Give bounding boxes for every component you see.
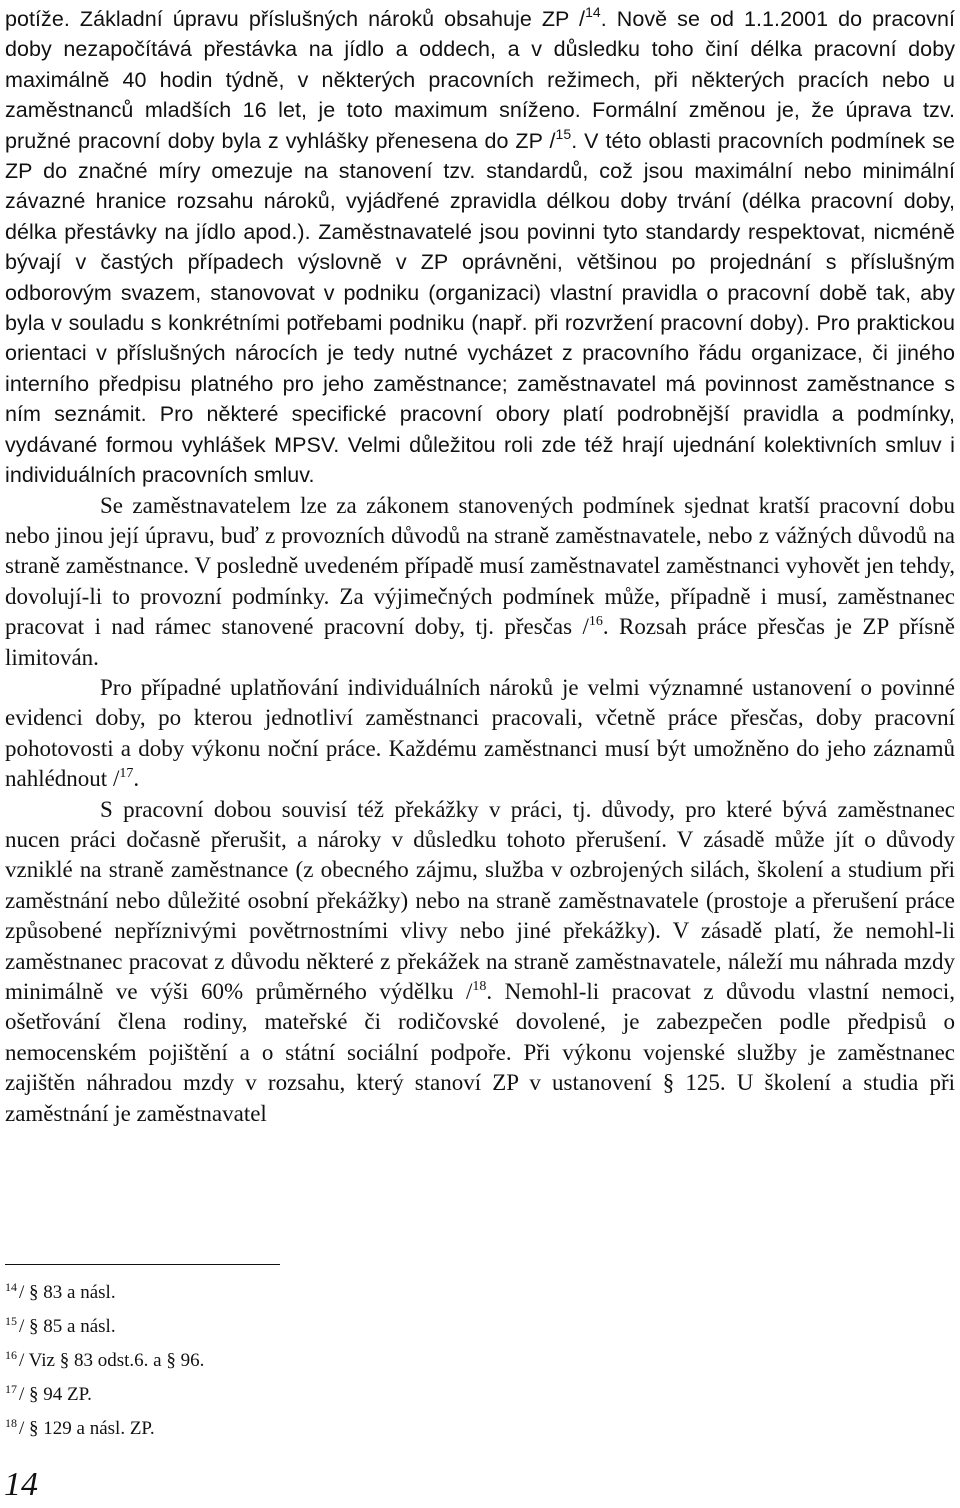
footnote-number: 15 — [5, 1314, 17, 1328]
paragraph-1: potíže. Základní úpravu příslušných nároků obsahuje ZP /$^{14}$. Nově se od 1.1.2001 do pracovní doby nezapočítává přestávka na jídlo a oddech, a v důsledku toho činí délka pracovní doby maximálně 40 hodin týdně, v některých pracovních režimech, při některých pracích nebo u zaměstnanců mladších 16 let, je toto maximum sníženo. Formální změnou je, že úprava tzv. pružné pracovní doby byla z vyhlášky přenesena do ZP /$^{15}$. V této oblasti pracovních podmínek se ZP do značné míry omezuje na stanovení tzv. standardů, což jsou maximální nebo minimální závazné hranice rozsahu nároků, vyjádřené zpravidla délkou doby trvání (délka pracovní doby, délka přestávky na jídlo apod.). Zaměstnavatelé jsou povinni tyto standardy respektovat, nicméně bývají v častých případech výslovně v ZP oprávněni, většinou po projednání s příslušným odborovým svazem, stanovovat v podniku (organizaci) vlastní pravidla o pracovní době tak, aby byla v souladu s konkrétními potřebami podniku (např. při rozvržení pracovní doby). Pro praktickou orientaci v příslušných nárocích je tedy nutné vycházet z pracovního řádu organizace, či jiného interního předpisu platného pro jeho zaměstnance; zaměstnavatel má povinnost zaměstnance s ním seznámit. Pro některé specifické pracovní obory platí podrobnější pravidla a podmínky, vydávané formou vyhlášek MPSV. Velmi důležitou roli zde též hrají ujednání kolektivních smluv i individuálních pracovních smluv. — [5, 4, 956, 488]
footnote-number: 17 — [5, 1382, 17, 1396]
footnote-ref: 16 — [588, 614, 603, 630]
footnote-number: 14 — [5, 1280, 17, 1294]
paragraph-2: Se zaměstnavatelem lze za zákonem stanovených podmínek sjednat kratší pracovní dobu nebo jinou její úpravu, buď z provozních důvodů na straně zaměstnavatele, nebo z vážných důvodů na straně zaměstnance. V posledně uvedeném případě musí zaměstnavatel zaměstnanci vyhovět jen tehdy, dovolují-li to provozní podmínky. Za výjimečných podmínek může, případně i musí, zaměstnanec pracovat i nad rámec stanovené pracovní doby, tj. přesčas /$^{16}$. Rozsah práce přesčas je ZP přísně limitován. — [5, 492, 955, 670]
footnote-text: / § 129 a násl. ZP. — [19, 1418, 155, 1439]
footnote-number: 18 — [5, 1416, 17, 1430]
footnote-number: 16 — [5, 1348, 17, 1362]
footnote-14 — [5, 1273, 204, 1307]
footnote-text: / § 85 a násl. — [19, 1316, 116, 1337]
footnote-text: / § 94 ZP. — [19, 1384, 92, 1405]
footnote-text: / § 83 a násl. — [19, 1282, 116, 1303]
footnote-18 — [5, 1409, 204, 1443]
body-text — [5, 4, 955, 1129]
page-number: 14 — [4, 1466, 38, 1503]
footnote-ref: 15 — [555, 125, 572, 142]
footnotes — [5, 1273, 204, 1443]
footnote-text: / Viz § 83 odst.6. a § 96. — [19, 1350, 205, 1371]
paragraph-3: Pro případné uplatňování individuálních nároků je velmi významné ustanovení o povinné evidenci doby, po kterou jednotliví zaměstnanci pracovali, včetně práce přesčas, doby pracovní pohotovosti a doby výkonu noční práce. Každému zaměstnanci musí být umožněno do jeho záznamů nahlédnout /$^{17}$. — [5, 674, 955, 792]
footnote-divider — [5, 1264, 280, 1265]
footnote-16 — [5, 1341, 204, 1375]
footnote-ref: 17 — [119, 766, 134, 782]
footnote-15 — [5, 1307, 204, 1341]
footnote-17 — [5, 1375, 204, 1409]
footnote-ref: 14 — [585, 4, 601, 20]
footnote-ref: 18 — [472, 979, 487, 994]
paragraph-4: S pracovní dobou souvisí též překážky v práci, tj. důvody, pro které bývá zaměstnanec nucen práci dočasně přerušit, a nároky v důsledku tohoto přerušení. V zásadě může jít o důvody vzniklé na straně zaměstnance (z obecného zájmu, služba v ozbrojených silách, školení a studium při zaměstnání nebo důležité osobní překážky) nebo na straně zaměstnavatele (prostoje a přerušení práce způsobené nepříznivými povětrnostními vlivy nebo jiné překážky). V zásadě platí, že nemohl-li zaměstnanec pracovat z důvodu některé z překážek na straně zaměstnavatele, náleží mu náhrada mzdy minimálně ve výši 60% průměrného výdělku /$^{18}$. Nemohl-li pracovat z důvodu vlastní nemoci, ošetřování člena rodiny, mateřské či rodičovské dovolené, je zabezpečen podle předpisů o nemocenském pojištění a o státní sociální podpoře. Při výkonu vojenské služby je zaměstnanec zajištěn náhradou mzdy v rozsahu, který stanoví ZP v ustanovení § 125. U školení a studia při zaměstnání je zaměstnavatel — [5, 796, 955, 1126]
